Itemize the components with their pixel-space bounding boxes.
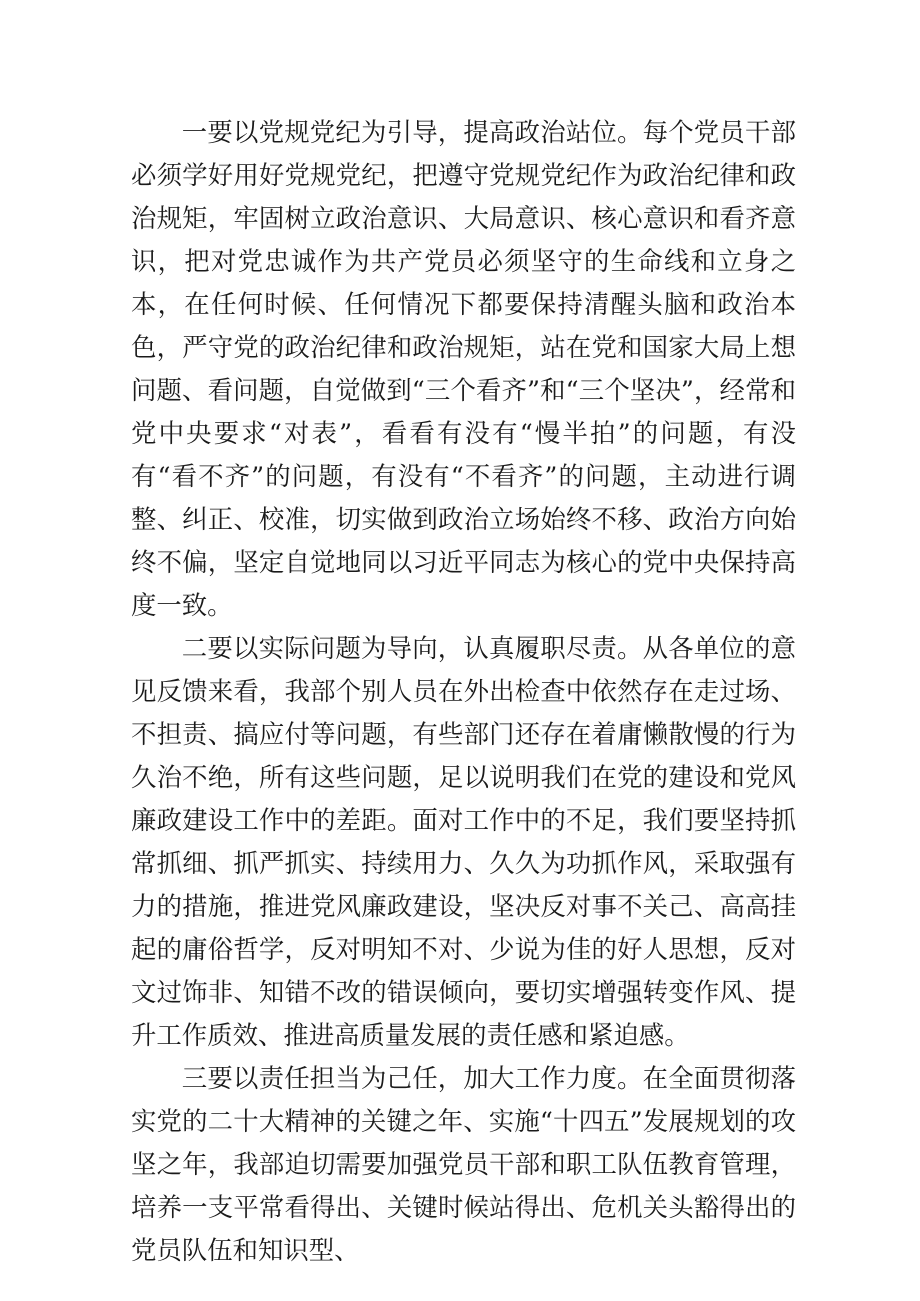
- document-body: [131, 111, 796, 1272]
- paragraph-1: 一要以党规党纪为引导，提高政治站位。每个党员干部必须学好用好党规党纪，把遵守党规党纪作为政治纪律和政治规矩，牢固树立政治意识、大局意识、核心意识和看齐意识，把对党忠诚作为共产党员必须坚守的生命线和立身之本，在任何时候、任何情况下都要保持清醒头脑和政治本色，严守党的政治纪律和政治规矩，站在党和国家大局上想问题、看问题，自觉做到“三个看齐”和“三个坚决”，经常和党中央要求“对表”，看看有没有“慢半拍”的问题，有没有“看不齐”的问题，有没有“不看齐”的问题，主动进行调整、纠正、校准，切实做到政治立场始终不移、政治方向始终不偏，坚定自觉地同以习近平同志为核心的党中央保持高度一致。: [131, 117, 796, 620]
- paragraph-2: 二要以实际问题为导向，认真履职尽责。从各单位的意见反馈来看，我部个别人员在外出检查中依然存在走过场、不担责、搞应付等问题，有些部门还存在着庸懒散慢的行为久治不绝，所有这些问题，足以说明我们在党的建设和党风廉政建设工作中的差距。面对工作中的不足，我们要坚持抓常抓细、抓严抓实、持续用力、久久为功抓作风，采取强有力的措施，推进党风廉政建设，坚决反对事不关己、高高挂起的庸俗哲学，反对明知不对、少说为佳的好人思想，反对文过饰非、知错不改的错误倾向，要切实增强转变作风、提升工作质效、推进高质量发展的责任感和紧迫感。: [131, 633, 796, 1050]
- paragraph-3: 三要以责任担当为己任，加大工作力度。在全面贯彻落实党的二十大精神的关键之年、实施“十四五”发展规划的攻坚之年，我部迫切需要加强党员干部和职工队伍教育管理，培养一支平常看得出、关键时候站得出、危机关头豁得出的党员队伍和知识型、: [131, 1063, 796, 1265]
